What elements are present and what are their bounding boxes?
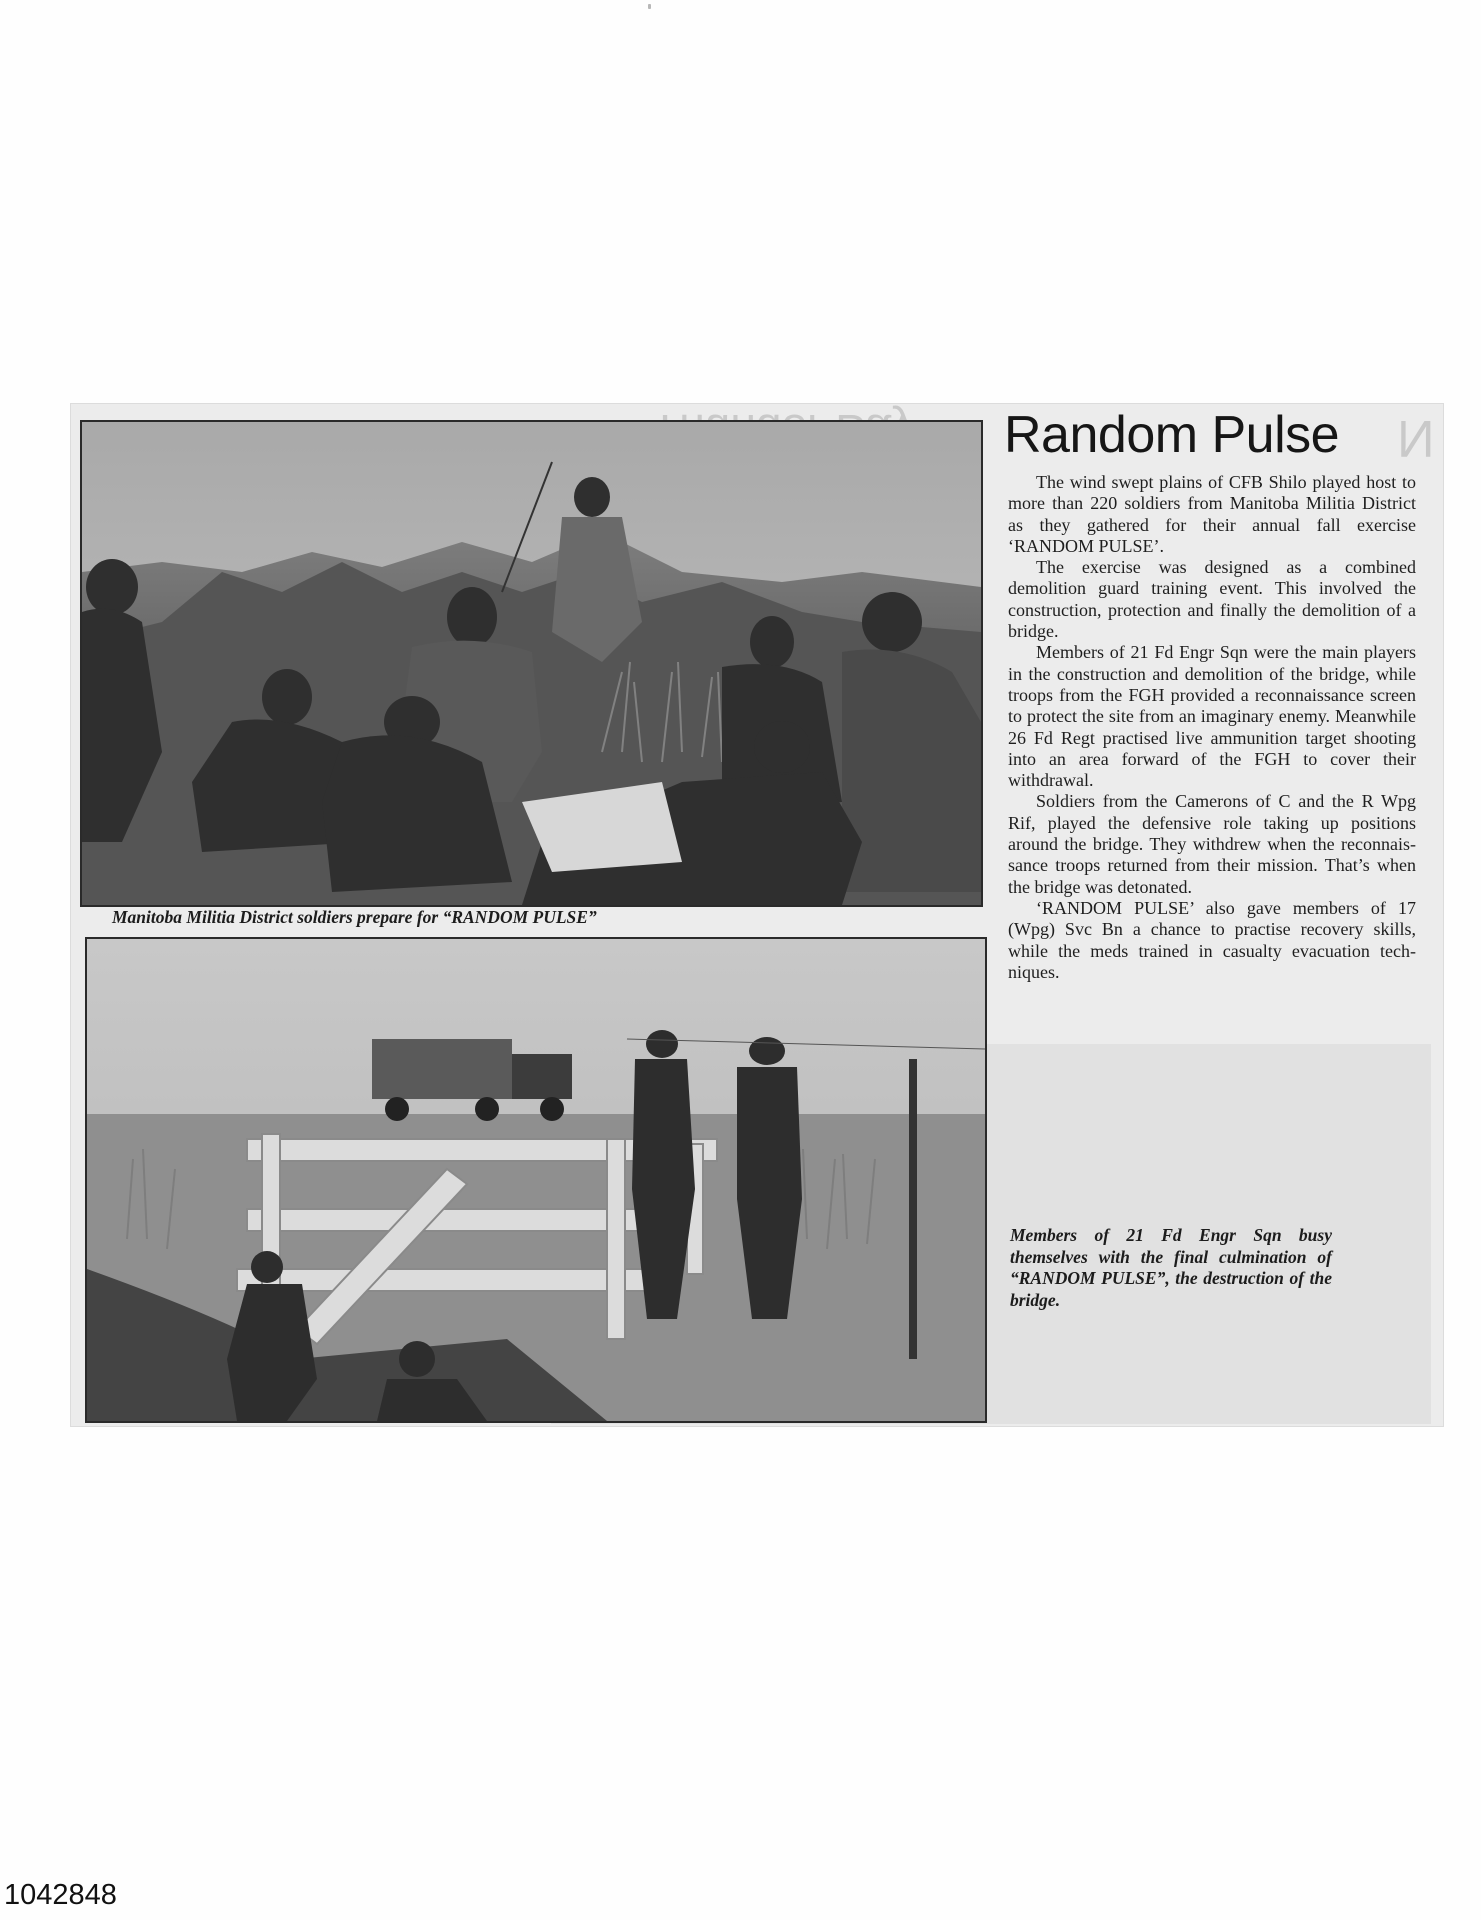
- scan-speck: [648, 4, 651, 9]
- article-paragraph: ‘RANDOM PULSE’ also gave members of 17 (Wpg) Svc Bn a chance to practise recovery skills, while the meds trained in casualty evacuation techniques.: [1008, 897, 1416, 982]
- document-id: 1042848: [4, 1879, 117, 1911]
- article-paragraph: The exercise was designed as a combined demolition guard training event. This involved the construction, protection and finally the demolition of a bridge.: [1008, 557, 1416, 642]
- bottom-photo: [85, 937, 987, 1423]
- article-paragraph: Members of 21 Fd Engr Sqn were the main players in the construction and demolition of the bridge, while troops from the FGH provided a reconnaissance screen to protect the site from an imaginary enemy. Meanwhile 26 Fd Regt practised live ammunition target shooting into an area forward of the FGH to cover their withdrawal.: [1008, 642, 1416, 791]
- article-headline: Random Pulse: [1004, 406, 1340, 464]
- article-paragraph: Soldiers from the Camerons of C and the R Wpg Rif, played the defensive role taking up positions around the bridge. They withdrew when the reconnaissance troops returned from their mission. That’s when the bridge was detonated.: [1008, 791, 1416, 897]
- bleed-through-headline: N: [1397, 409, 1435, 467]
- top-photo: [80, 420, 983, 907]
- article-body: [1008, 472, 1416, 983]
- bottom-photo-image: [87, 939, 985, 1421]
- article-paragraph: The wind swept plains of CFB Shilo played host to more than 220 soldiers from Manitoba Militia District as they gathered for their annual fall exercise ‘RANDOM PULSE’.: [1008, 472, 1416, 556]
- top-photo-image: [82, 422, 981, 905]
- bottom-photo-caption: Members of 21 Fd Engr Sqn busy themselves with the final culmination of “RANDOM PULSE”, the destruction of the bridge.: [1010, 1225, 1332, 1310]
- top-photo-caption: Manitoba Militia District soldiers prepare for “RANDOM PULSE”: [112, 907, 597, 927]
